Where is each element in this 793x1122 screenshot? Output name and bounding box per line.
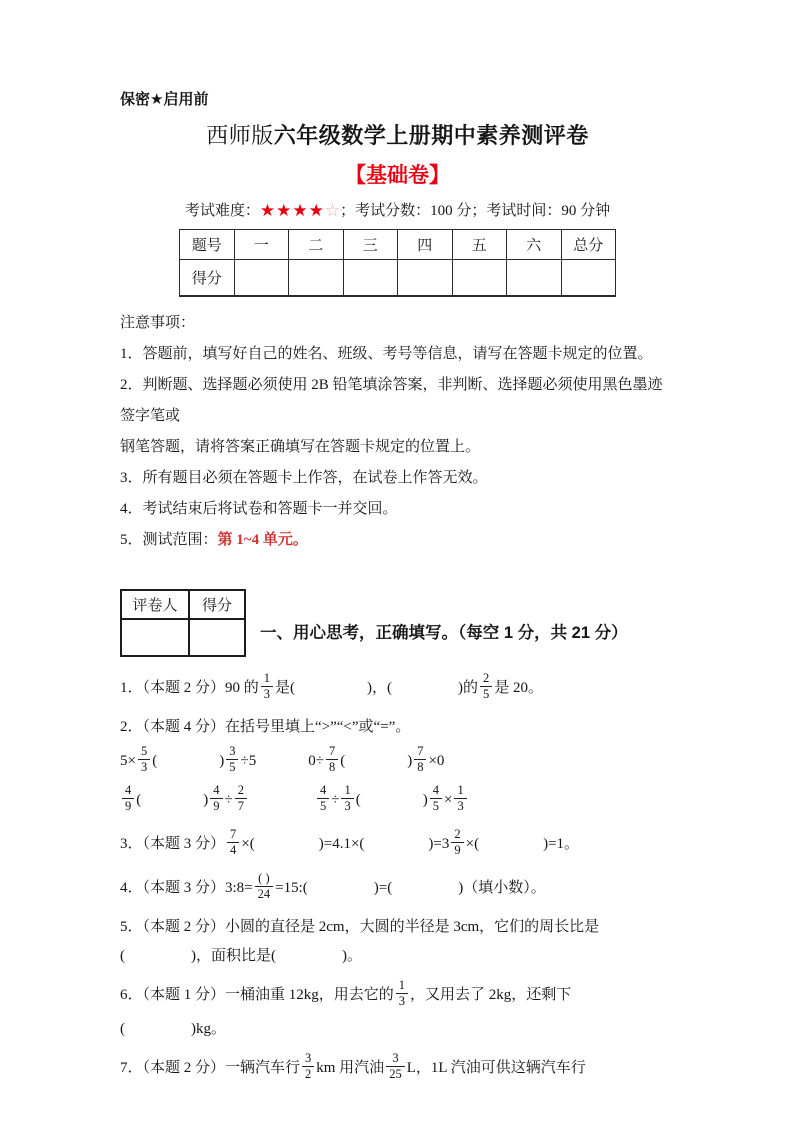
- fraction-denominator: 5: [229, 760, 236, 774]
- text-run: (: [120, 1021, 125, 1037]
- fraction-numerator: 4: [122, 783, 134, 799]
- question: [120, 669, 675, 708]
- text-run: 5．（本题 2 分）小圆的直径是 2cm，大圆的半径是 3cm，它们的周长比是: [120, 919, 600, 935]
- text-run: 6．（本题 1 分）一桶油重 12kg，用去它的: [120, 986, 394, 1003]
- text-run: 第 1~4 单元。: [217, 532, 308, 548]
- text-run: 2．判断题、选择题必须使用 2B 铅笔填涂答案，非判断、选择题必须使用黑色墨迹签字笔或: [120, 377, 663, 424]
- fraction: [386, 1051, 405, 1082]
- star-filled-icons: ★★★★: [259, 201, 325, 220]
- note-item: [120, 370, 675, 463]
- fraction-numerator: 2: [235, 783, 247, 799]
- text-run: 是 20。: [494, 679, 544, 696]
- fraction-numerator: 5: [138, 744, 150, 760]
- question: [120, 825, 675, 864]
- note-item: [120, 463, 675, 494]
- fraction-numerator: 2: [451, 827, 463, 843]
- note-item: [120, 339, 675, 370]
- answer-blank: [308, 891, 374, 892]
- fraction-denominator: 5: [432, 799, 439, 813]
- text-run: ): [422, 791, 428, 808]
- fraction-denominator: 7: [237, 799, 244, 813]
- text-run: (: [340, 752, 346, 769]
- text-run: ×(: [241, 835, 255, 852]
- fraction-numerator: 1: [396, 978, 408, 994]
- fraction-numerator: 7: [227, 827, 239, 843]
- question-line: [120, 913, 675, 942]
- fraction-numerator: 1: [341, 783, 353, 799]
- fraction-denominator: 9: [213, 799, 220, 813]
- score-header-cell: 五: [452, 230, 507, 260]
- answer-blank: [364, 847, 428, 848]
- paper-type-subtitle: 【基础卷】: [345, 164, 450, 187]
- fraction-denominator: 24: [257, 887, 271, 901]
- text-run: 1．答题前，填写好自己的姓名、班级、考号等信息，请写在答题卡规定的位置。: [120, 346, 653, 362]
- fraction-denominator: 3: [263, 687, 271, 701]
- star-empty-icon: ☆: [324, 201, 341, 220]
- answer-blank: [256, 764, 308, 765]
- text-run: ÷: [224, 791, 233, 808]
- fraction: [414, 744, 426, 775]
- fraction-numerator: 3: [386, 1051, 405, 1067]
- answer-blank: [255, 847, 319, 848]
- score-empty-cell: [234, 260, 289, 297]
- text-run: )=1。: [543, 835, 580, 852]
- question-line: [120, 781, 675, 820]
- text-run: ): [219, 752, 225, 769]
- score-header-cell: 四: [398, 230, 453, 260]
- fraction-numerator: 4: [210, 783, 222, 799]
- fraction-denominator: 8: [417, 760, 424, 774]
- questions: [120, 669, 675, 1088]
- score-empty-cell: [452, 260, 507, 297]
- exam-score-time: ；考试分数：100 分；考试时间：90 分钟: [340, 203, 611, 219]
- fraction-numerator: 1: [261, 671, 273, 687]
- text-run: ×0: [428, 752, 445, 769]
- score-empty-cell: [343, 260, 398, 297]
- score-header-cell: 总分: [561, 230, 616, 260]
- text-run: ×(: [465, 835, 480, 852]
- note-item: [120, 525, 675, 556]
- text-run: 2．（本题 4 分）在括号里填上“>”“<”或“=”。: [120, 719, 411, 735]
- fraction: [138, 744, 150, 775]
- score-header-cell: 三: [343, 230, 398, 260]
- fraction-denominator: 8: [328, 760, 336, 774]
- fraction: [326, 744, 338, 775]
- text-run: )=(: [373, 879, 393, 896]
- fraction-denominator: 3: [344, 799, 351, 813]
- text-run: 5×: [120, 752, 136, 769]
- fraction-denominator: 5: [319, 799, 327, 813]
- question: [120, 713, 675, 820]
- text-run: =15:(: [275, 879, 308, 896]
- text-run: ): [407, 752, 413, 769]
- fraction-numerator: 2: [480, 671, 492, 687]
- text-run: (: [152, 752, 158, 769]
- fraction-denominator: 9: [454, 843, 461, 857]
- text-run: (: [120, 948, 125, 964]
- grader-and-section-row: [120, 589, 675, 657]
- text-run: 钢笔答题，请将答案正确填写在答题卡规定的位置上。: [120, 439, 481, 455]
- text-run: (: [136, 791, 142, 808]
- text-run: 3．（本题 3 分）: [120, 835, 226, 852]
- text-run: )，(: [367, 679, 393, 696]
- score-header-cell: 一: [234, 230, 289, 260]
- answer-blank: [141, 803, 203, 804]
- fraction: [122, 783, 134, 814]
- text-run: )。: [342, 948, 362, 964]
- score-table-header-row: [180, 230, 616, 260]
- question: [120, 1049, 675, 1088]
- question-line: [120, 669, 675, 708]
- text-run: )=3: [428, 835, 450, 852]
- fraction: [226, 744, 238, 775]
- grader-empty-cell: [189, 619, 245, 656]
- notes-list: [120, 339, 675, 556]
- score-header-cell: 二: [289, 230, 344, 260]
- fraction-denominator: 9: [125, 799, 132, 813]
- fraction: [451, 827, 463, 858]
- text-run: 4．（本题 3 分）3:8=: [120, 879, 253, 896]
- answer-blank: [249, 803, 315, 804]
- text-run: 是(: [275, 679, 296, 696]
- answer-blank: [361, 803, 423, 804]
- text-run: 0÷: [308, 752, 324, 769]
- fraction: [317, 783, 329, 814]
- fraction: [302, 1051, 314, 1082]
- text-run: km 用汽油: [316, 1059, 385, 1076]
- score-empty-cell: [289, 260, 344, 297]
- text-run: )=4.1×(: [318, 835, 365, 852]
- text-run: )的: [458, 679, 479, 696]
- score-table-score-row: [180, 260, 616, 297]
- page-title: [120, 119, 675, 150]
- fraction: [480, 671, 492, 702]
- fraction: [430, 783, 442, 814]
- fraction: [261, 671, 273, 702]
- text-run: ): [203, 791, 209, 808]
- score-header-cell: 题号: [180, 230, 235, 260]
- question-line: [120, 713, 675, 742]
- grader-header-row: [121, 590, 245, 619]
- question-line: [120, 1049, 675, 1088]
- answer-blank: [479, 847, 543, 848]
- question-line: [120, 1015, 675, 1044]
- score-empty-cell: [398, 260, 453, 297]
- fraction-denominator: 5: [483, 687, 490, 701]
- fraction: [341, 783, 353, 814]
- fraction-denominator: 2: [305, 1067, 312, 1081]
- text-run: )kg。: [191, 1021, 226, 1037]
- score-empty-cell: [561, 260, 616, 297]
- text-run: ÷5: [240, 752, 257, 769]
- section1-heading: 一、用心思考，正确填写。（每空 1 分，共 21 分）: [260, 624, 628, 642]
- text-run: )（填小数）。: [458, 879, 546, 896]
- text-run: L，1L 汽油可供这辆汽车行: [406, 1059, 586, 1076]
- answer-blank: [392, 891, 458, 892]
- grader-empty-row: [121, 619, 245, 656]
- fraction-numerator: 3: [226, 744, 238, 760]
- question: [120, 869, 675, 908]
- question-line: [120, 742, 675, 781]
- fraction: [396, 978, 408, 1009]
- fraction: [210, 783, 222, 814]
- grader-header-cell: 评卷人: [121, 590, 189, 619]
- fraction: [235, 783, 247, 814]
- fraction: [227, 827, 239, 858]
- fraction-numerator: ( ): [255, 871, 274, 887]
- title-edition: 西师版: [206, 123, 274, 148]
- score-summary-table: [179, 229, 616, 297]
- title-main: 六年级数学上册期中素养测评卷: [273, 123, 589, 148]
- score-row-label: 得分: [180, 260, 235, 297]
- fraction-numerator: 3: [302, 1051, 314, 1067]
- fraction: [454, 783, 466, 814]
- fraction-numerator: 4: [430, 783, 442, 799]
- secrecy-notice: 保密★启用前: [120, 91, 209, 108]
- text-run: 5．测试范围：: [120, 532, 218, 548]
- fraction-numerator: 1: [454, 783, 466, 799]
- answer-blank: [157, 764, 219, 765]
- text-run: 4．考试结束后将试卷和答题卡一并交回。: [120, 501, 398, 517]
- fraction-denominator: 3: [457, 799, 464, 813]
- text-run: ×: [443, 791, 453, 808]
- score-header-cell: 六: [507, 230, 562, 260]
- answer-blank: [295, 691, 367, 692]
- fraction-denominator: 3: [140, 760, 148, 774]
- fraction-denominator: 4: [230, 843, 237, 857]
- notes-section: [120, 308, 675, 556]
- answer-blank: [392, 691, 458, 692]
- question: [120, 976, 675, 1044]
- question-line: [120, 942, 675, 971]
- fraction-numerator: 7: [326, 744, 338, 760]
- difficulty-label: 考试难度：: [184, 203, 260, 219]
- question: [120, 913, 675, 971]
- exam-info-line: [120, 199, 675, 221]
- fraction-numerator: 7: [414, 744, 426, 760]
- answer-blank: [345, 764, 407, 765]
- fraction: [255, 871, 274, 902]
- text-run: ÷: [331, 791, 340, 808]
- text-run: 3．所有题目必须在答题卡上作答，在试卷上作答无效。: [120, 470, 488, 486]
- text-run: 1．（本题 2 分）90 的: [120, 679, 259, 696]
- fraction-numerator: 4: [317, 783, 329, 799]
- text-run: ，又用去了 2kg，还剩下: [410, 986, 572, 1003]
- fraction-denominator: 25: [389, 1067, 402, 1081]
- text-run: )，面积比是(: [191, 948, 276, 964]
- answer-blank: [276, 959, 342, 960]
- question-line: [120, 825, 675, 864]
- question-line: [120, 869, 675, 908]
- difficulty-stars: [260, 203, 340, 219]
- notes-title: 注意事项：: [120, 315, 196, 331]
- grader-empty-cell: [121, 619, 189, 656]
- fraction-denominator: 3: [398, 994, 406, 1008]
- answer-blank: [125, 1032, 191, 1033]
- grader-header-cell: 得分: [189, 590, 245, 619]
- grader-score-box: [120, 589, 246, 657]
- note-item: [120, 494, 675, 525]
- question-line: [120, 976, 675, 1015]
- text-run: (: [355, 791, 361, 808]
- answer-blank: [125, 959, 191, 960]
- score-empty-cell: [507, 260, 562, 297]
- text-run: 7．（本题 2 分）一辆汽车行: [120, 1059, 301, 1076]
